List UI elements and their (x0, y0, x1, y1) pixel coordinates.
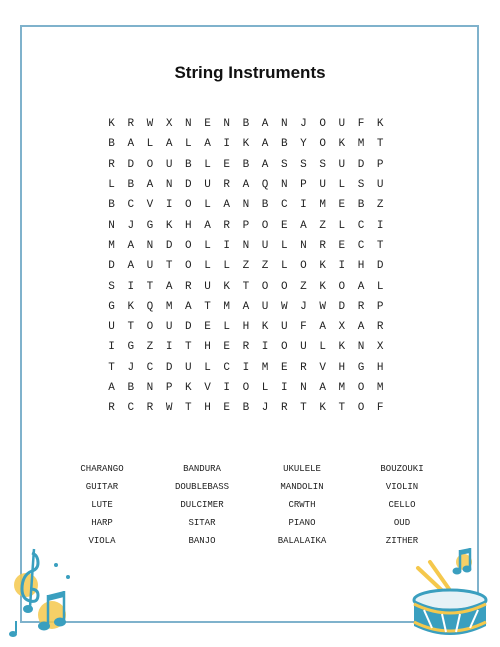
grid-cell: N (146, 382, 154, 394)
grid-cell: R (280, 402, 288, 415)
grid-cell: C (223, 361, 231, 374)
grid-cell: A (261, 138, 269, 151)
grid-cell: L (376, 280, 384, 293)
grid-cell: E (223, 158, 231, 171)
grid-cell: O (185, 199, 192, 212)
word-list-item: CRWTH (288, 500, 316, 510)
grid-cell: N (223, 118, 231, 131)
word-list-item: CHARANGO (80, 464, 124, 474)
grid-cell: C (357, 219, 365, 232)
grid-cell: A (204, 219, 211, 232)
grid-cell: W (165, 402, 173, 415)
grid-cell: U (185, 361, 192, 374)
grid-cell: D (165, 361, 173, 374)
grid-cell: D (185, 179, 192, 192)
grid-cell: T (204, 300, 211, 313)
grid-cell: L (223, 260, 231, 273)
word-list-item: HARP (91, 518, 113, 528)
grid-cell: G (146, 219, 154, 232)
grid-cell: M (376, 382, 384, 394)
grid-cell: L (280, 239, 288, 252)
grid-cell: O (146, 321, 154, 334)
grid-cell: B (108, 138, 115, 151)
grid-cell: T (242, 280, 250, 293)
grid-cell: B (185, 158, 192, 171)
grid-cell: R (319, 239, 326, 252)
drum-icon (408, 548, 494, 640)
grid-cell: J (300, 118, 307, 131)
grid-cell: P (300, 179, 307, 192)
grid-cell: M (165, 300, 173, 313)
grid-cell: S (357, 179, 365, 192)
word-list-item: SITAR (188, 518, 216, 528)
grid-cell: N (357, 341, 365, 354)
grid-cell: U (261, 300, 269, 313)
grid-cell: K (185, 382, 192, 394)
grid-cell: N (185, 118, 192, 131)
grid-cell: K (338, 138, 346, 151)
word-list-item: BALALAIKA (277, 536, 327, 546)
grid-cell: H (376, 361, 384, 374)
grid-cell: O (146, 158, 154, 171)
word-list (52, 460, 452, 550)
grid-cell: O (357, 382, 365, 394)
grid-cell: L (280, 260, 288, 273)
grid-cell: F (376, 402, 384, 415)
grid-cell: O (319, 118, 326, 131)
grid-cell: J (300, 300, 307, 313)
grid-cell: I (165, 341, 173, 354)
grid-cell: D (376, 260, 384, 273)
grid-cell: J (127, 219, 135, 232)
grid-cell: M (261, 361, 269, 374)
grid-cell: B (127, 179, 135, 192)
grid-cell: I (165, 199, 173, 212)
grid-cell: A (357, 280, 365, 293)
word-list-item: MANDOLIN (280, 482, 324, 492)
grid-cell: R (300, 361, 307, 374)
grid-cell: U (204, 280, 211, 293)
grid-cell: M (108, 239, 115, 252)
grid-cell: O (357, 402, 365, 415)
word-list-item: BANJO (188, 536, 216, 546)
grid-cell: O (338, 280, 346, 293)
grid-cell: W (319, 300, 326, 313)
grid-cell: U (338, 118, 346, 131)
grid-cell: B (242, 402, 250, 415)
grid-cell: U (319, 179, 326, 192)
grid-cell: M (223, 300, 231, 313)
grid-cell: Z (319, 219, 326, 232)
grid-cell: I (108, 341, 115, 354)
grid-cell: A (127, 138, 135, 151)
word-list-item: VIOLA (88, 536, 116, 546)
grid-cell: I (261, 341, 269, 354)
grid-cell: A (127, 239, 135, 252)
grid-cell: A (165, 280, 173, 293)
grid-cell: B (261, 199, 269, 212)
grid-cell: C (146, 361, 154, 374)
grid-cell: Y (300, 138, 307, 151)
grid-cell: O (185, 239, 192, 252)
grid-cell: O (280, 341, 288, 354)
grid-cell: L (185, 138, 192, 151)
grid-cell: A (185, 300, 192, 313)
grid-cell: P (376, 158, 384, 171)
grid-cell: T (338, 402, 346, 415)
word-list-item: OUD (393, 518, 411, 528)
grid-cell: A (261, 118, 269, 131)
grid-cell: I (338, 260, 346, 273)
grid-cell: U (338, 158, 346, 171)
grid-cell: B (108, 199, 115, 212)
grid-cell: K (319, 260, 326, 273)
grid-cell: T (146, 280, 154, 293)
grid-cell: E (223, 341, 231, 354)
grid-cell: F (357, 118, 365, 131)
grid-cell: U (108, 321, 115, 334)
grid-cell: C (357, 239, 365, 252)
grid-cell: D (165, 239, 173, 252)
grid-cell: S (108, 280, 115, 293)
grid-cell: M (357, 138, 365, 151)
grid-cell: A (242, 300, 250, 313)
grid-cell: L (204, 239, 211, 252)
grid-cell: B (127, 382, 135, 394)
grid-cell: T (185, 402, 192, 415)
grid-cell: A (319, 321, 326, 334)
grid-cell: N (280, 179, 288, 192)
word-list-item: ZITHER (385, 536, 419, 546)
grid-cell: T (165, 260, 173, 273)
grid-cell: W (146, 118, 154, 131)
music-notes-icon (6, 545, 76, 637)
grid-cell: B (242, 118, 250, 131)
grid-cell: R (185, 280, 192, 293)
grid-cell: I (280, 382, 288, 394)
word-list-item: BOUZOUKI (380, 464, 424, 474)
grid-cell: N (242, 199, 250, 212)
grid-cell: K (261, 321, 269, 334)
grid-cell: Z (300, 280, 307, 293)
grid-cell: O (319, 138, 326, 151)
grid-cell: G (108, 300, 115, 313)
word-list-item: CELLO (388, 500, 416, 510)
word-list-item: GUITAR (85, 482, 119, 492)
grid-cell: H (338, 361, 346, 374)
grid-cell: T (376, 239, 384, 252)
grid-cell: U (165, 158, 173, 171)
grid-cell: L (108, 179, 115, 192)
word-list-item: VIOLIN (385, 482, 419, 492)
grid-cell: Z (261, 260, 269, 273)
grid-cell: R (357, 300, 365, 313)
grid-cell: I (223, 239, 231, 252)
grid-cell: I (376, 219, 384, 232)
grid-cell: J (261, 402, 269, 415)
grid-cell: L (146, 138, 154, 151)
grid-cell: Z (242, 260, 250, 273)
grid-cell: A (127, 260, 135, 273)
grid-cell: Q (146, 300, 154, 313)
grid-cell: U (376, 179, 384, 192)
grid-cell: X (338, 321, 346, 334)
grid-cell: R (108, 158, 115, 171)
grid-cell: O (300, 260, 307, 273)
grid-cell: N (280, 118, 288, 131)
grid-cell: X (165, 118, 173, 131)
grid-cell: L (204, 260, 211, 273)
grid-cell: H (204, 341, 211, 354)
grid-cell: O (185, 260, 192, 273)
grid-cell: T (108, 361, 115, 374)
grid-cell: K (376, 118, 384, 131)
grid-cell: J (127, 361, 135, 374)
grid-cell: I (223, 382, 231, 394)
grid-cell: Z (376, 199, 384, 212)
grid-cell: D (357, 158, 365, 171)
grid-cell: D (338, 300, 346, 313)
word-list-item: DULCIMER (180, 500, 224, 510)
grid-cell: U (146, 260, 154, 273)
grid-cell: K (319, 402, 326, 415)
grid-cell: A (223, 199, 231, 212)
grid-cell: E (280, 361, 288, 374)
word-list-item: BANDURA (183, 464, 221, 474)
grid-cell: T (376, 138, 384, 151)
grid-cell: R (376, 321, 384, 334)
grid-cell: I (300, 199, 307, 212)
grid-cell: Q (261, 179, 269, 192)
grid-cell: A (357, 321, 365, 334)
grid-cell: A (242, 179, 250, 192)
word-list-item: UKULELE (283, 464, 321, 474)
grid-cell: K (165, 219, 173, 232)
grid-cell: L (319, 341, 326, 354)
grid-cell: L (261, 382, 269, 394)
grid-cell: B (242, 158, 250, 171)
grid-cell: G (127, 341, 135, 354)
grid-cell: P (376, 300, 384, 313)
grid-cell: X (376, 341, 384, 354)
grid-cell: V (146, 199, 154, 212)
grid-cell: H (185, 219, 192, 232)
page-title: String Instruments (174, 63, 326, 82)
grid-cell: H (357, 260, 365, 273)
grid-cell: A (204, 138, 211, 151)
grid-cell: L (204, 361, 211, 374)
grid-cell: L (223, 321, 231, 334)
word-list-item: LUTE (91, 500, 113, 510)
grid-cell: E (223, 402, 231, 415)
grid-cell: V (204, 382, 211, 394)
grid-cell: E (338, 199, 346, 212)
grid-cell: K (223, 280, 231, 293)
word-list-item: DOUBLEBASS (174, 482, 229, 492)
grid-cell: O (261, 280, 269, 293)
grid-cell: W (280, 300, 288, 313)
grid-cell: L (204, 158, 211, 171)
grid-cell: B (280, 138, 288, 151)
grid-cell: C (127, 199, 135, 212)
grid-cell: R (223, 219, 231, 232)
grid-cell: A (300, 219, 307, 232)
grid-cell: H (204, 402, 211, 415)
grid-cell: O (242, 382, 250, 394)
grid-cell: C (127, 402, 135, 415)
grid-cell: E (204, 118, 211, 131)
grid-cell: O (261, 219, 269, 232)
grid-cell: R (242, 341, 250, 354)
grid-cell: A (165, 138, 173, 151)
word-list-item: PIANO (288, 518, 316, 528)
grid-cell: E (280, 219, 288, 232)
grid-cell: Z (146, 341, 154, 354)
grid-cell: A (108, 382, 115, 394)
grid-cell: N (146, 239, 154, 252)
grid-cell: P (242, 219, 250, 232)
grid-cell: P (165, 382, 173, 394)
grid-cell: R (108, 402, 115, 415)
grid-cell: F (300, 321, 307, 334)
grid-cell: R (146, 402, 154, 415)
grid-cell: N (300, 382, 307, 394)
grid-cell: T (300, 402, 307, 415)
grid-cell: E (338, 239, 346, 252)
grid-cell: K (108, 118, 115, 131)
grid-cell: N (165, 179, 173, 192)
grid-cell: B (357, 199, 365, 212)
grid-cell: R (127, 118, 135, 131)
grid-cell: K (319, 280, 326, 293)
grid-cell: T (185, 341, 192, 354)
grid-cell: E (204, 321, 211, 334)
grid-cell: D (185, 321, 192, 334)
grid-cell: L (338, 219, 346, 232)
grid-cell: S (300, 158, 307, 171)
grid-cell: K (242, 138, 250, 151)
grid-cell: R (223, 179, 231, 192)
grid-cell: I (242, 361, 250, 374)
grid-cell: N (108, 219, 115, 232)
grid-cell: U (165, 321, 173, 334)
grid-cell: N (300, 239, 307, 252)
grid-cell: S (319, 158, 326, 171)
grid-cell: K (338, 341, 346, 354)
grid-cell: A (261, 158, 269, 171)
grid-cell: M (319, 199, 326, 212)
grid-cell: G (357, 361, 365, 374)
grid-cell: A (146, 179, 154, 192)
grid-cell: D (127, 158, 135, 171)
grid-cell: L (338, 179, 346, 192)
grid-cell: K (127, 300, 135, 313)
grid-cell: I (127, 280, 135, 293)
grid-cell: U (204, 179, 211, 192)
letter-grid (102, 114, 390, 418)
grid-cell: H (242, 321, 250, 334)
grid-cell: S (280, 158, 288, 171)
grid-cell: D (108, 260, 115, 273)
grid-cell: C (280, 199, 288, 212)
grid-cell: A (319, 382, 326, 394)
grid-cell: O (280, 280, 288, 293)
grid-cell: U (300, 341, 307, 354)
grid-cell: L (204, 199, 211, 212)
grid-cell: I (223, 138, 231, 151)
grid-cell: N (242, 239, 250, 252)
grid-cell: U (280, 321, 288, 334)
grid-cell: V (319, 361, 326, 374)
grid-cell: U (261, 239, 269, 252)
grid-cell: T (127, 321, 135, 334)
grid-cell: M (338, 382, 346, 394)
